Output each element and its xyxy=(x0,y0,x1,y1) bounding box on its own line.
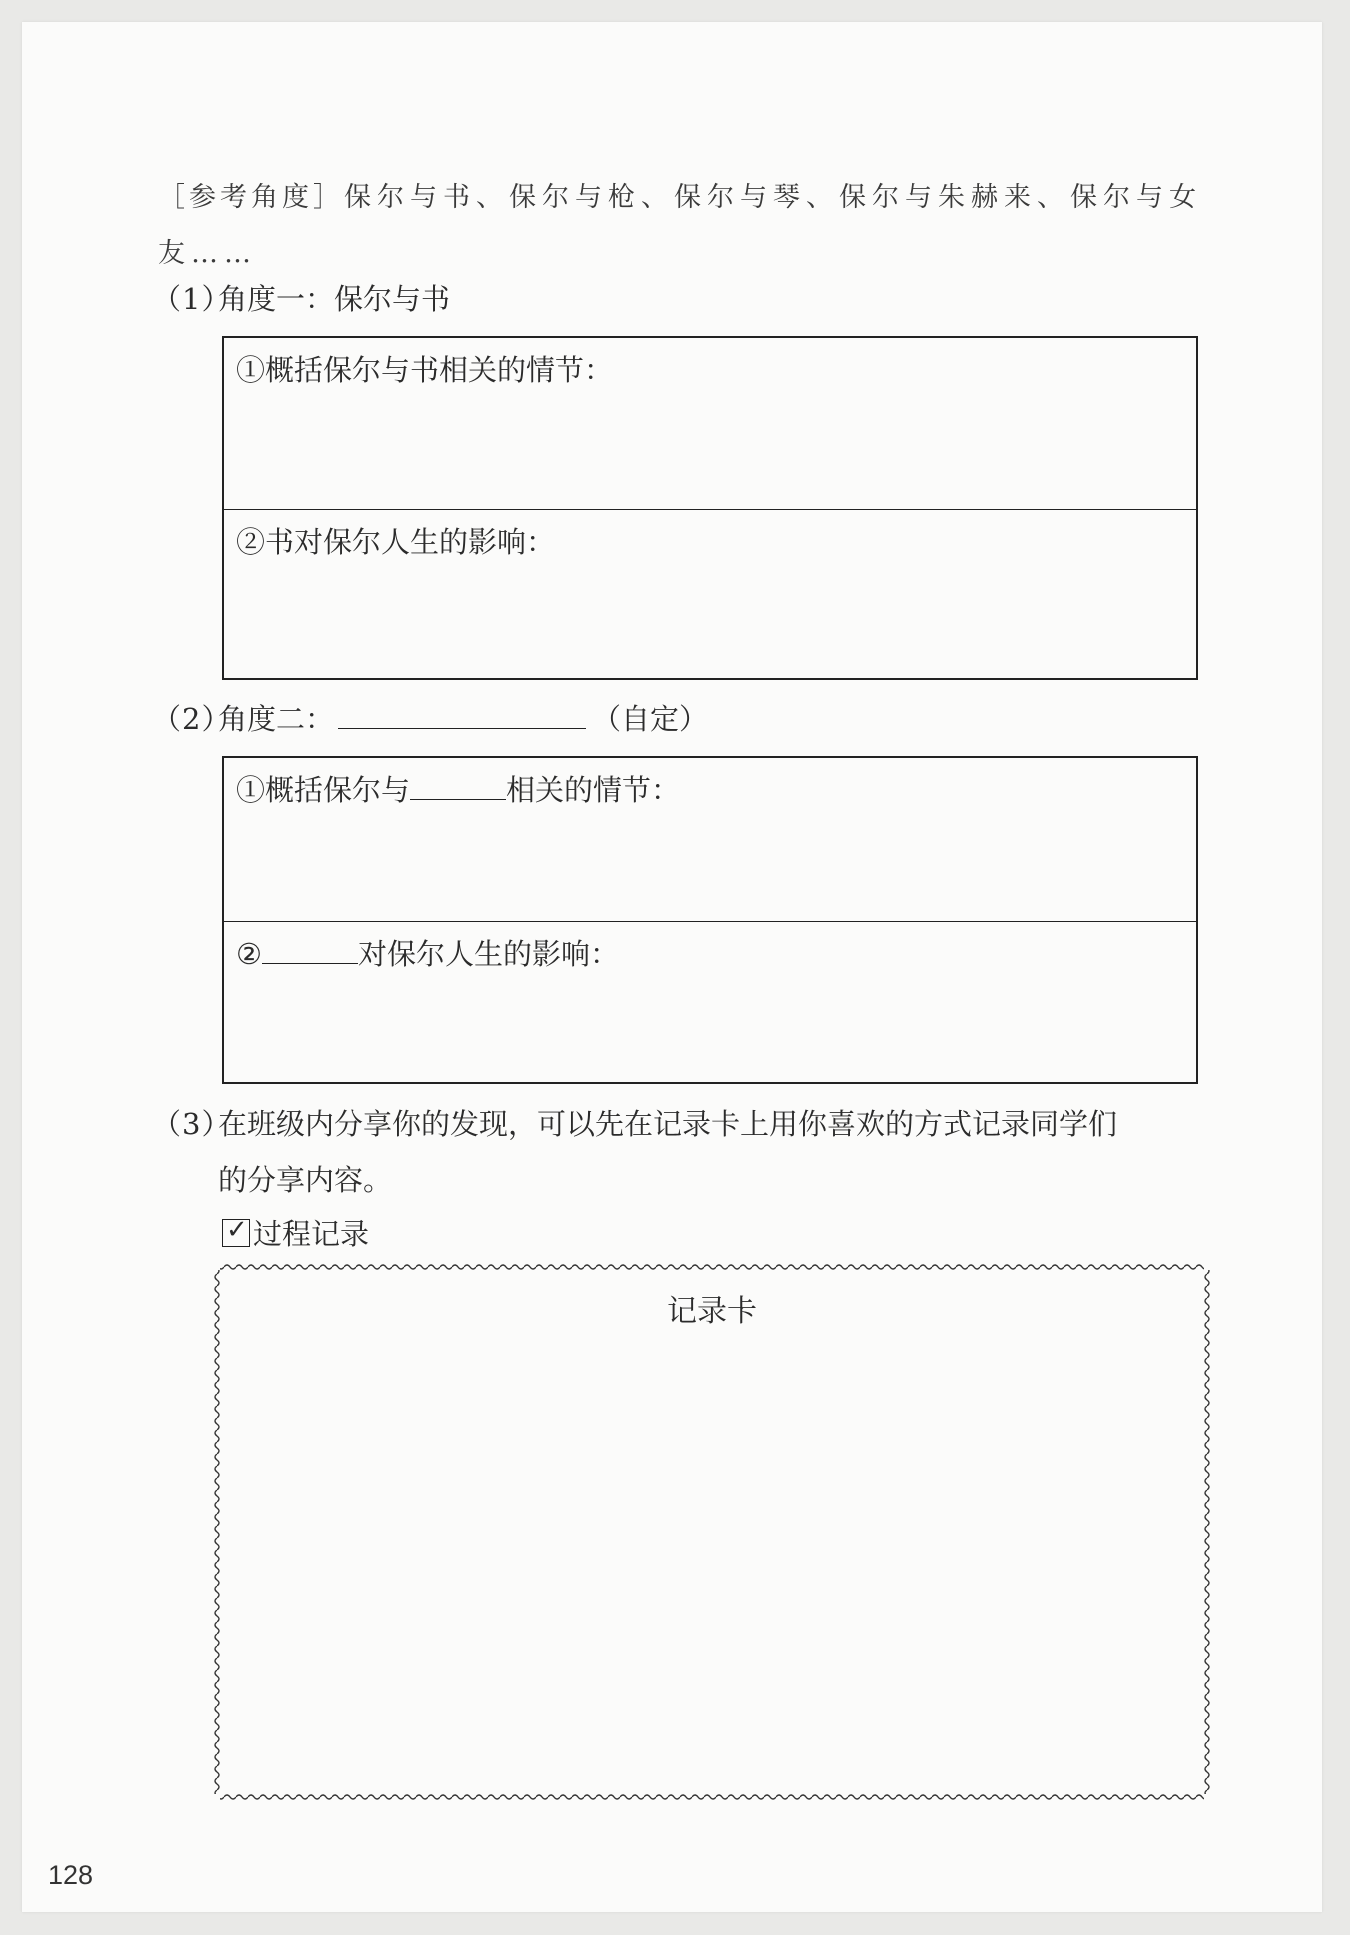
angle-2-plot-prompt xyxy=(236,770,680,810)
question-1-text: 角度一：保尔与书 xyxy=(218,282,451,316)
angle-1-plot-row[interactable] xyxy=(224,338,1196,509)
angle-1-influence-row[interactable] xyxy=(224,509,1196,680)
angle-2-plot-row[interactable] xyxy=(224,758,1196,921)
angle-2-influence-blank[interactable] xyxy=(262,935,358,964)
question-3-line-2: 的分享内容。 xyxy=(218,1163,393,1197)
check-mark: ✓ xyxy=(226,1215,248,1245)
question-2-suffix: （自定） xyxy=(592,702,709,736)
reference-text: 保尔与书、保尔与枪、保尔与琴、保尔与朱赫来、保尔与女友…… xyxy=(158,182,1202,269)
angle-1-plot-prompt: ①概括保尔与书相关的情节： xyxy=(236,353,614,387)
card-right-border xyxy=(1202,1270,1212,1794)
question-2-number: （2） xyxy=(152,702,232,736)
record-card-title: 记录卡 xyxy=(667,1294,757,1329)
question-2 xyxy=(152,699,708,739)
reference-label: ［参考角度］ xyxy=(158,182,344,213)
angle-2-plot-prefix: ①概括保尔与 xyxy=(236,773,411,807)
record-card-area[interactable] xyxy=(232,1274,1192,1788)
check-icon[interactable] xyxy=(222,1215,250,1247)
question-3-number: （3） xyxy=(152,1107,232,1141)
page-number: 128 xyxy=(48,1860,94,1890)
process-record xyxy=(222,1214,369,1254)
question-1 xyxy=(152,279,450,319)
card-left-border xyxy=(212,1270,222,1794)
angle-1-influence-prompt: ②书对保尔人生的影响： xyxy=(236,525,556,559)
card-top-border xyxy=(220,1264,1204,1274)
angle-2-plot-suffix: 相关的情节： xyxy=(506,773,681,807)
angle-2-blank[interactable] xyxy=(338,700,586,729)
angle-2-plot-blank[interactable] xyxy=(410,771,506,800)
process-record-label: 过程记录 xyxy=(253,1217,370,1251)
angle-2-influence-row[interactable] xyxy=(224,921,1196,1084)
angle-2-influence-prompt xyxy=(236,934,619,974)
angle-2-table xyxy=(222,756,1198,1084)
reference-angles xyxy=(158,170,1208,282)
question-3-line-1: 在班级内分享你的发现，可以先在记录卡上用你喜欢的方式记录同学们 xyxy=(218,1107,1118,1141)
card-bottom-border xyxy=(220,1790,1204,1800)
angle-2-influence-prefix: ② xyxy=(236,937,262,971)
question-3 xyxy=(152,1104,1117,1144)
question-2-text: 角度二： xyxy=(218,702,335,736)
angle-2-influence-suffix: 对保尔人生的影响： xyxy=(358,937,620,971)
angle-1-table xyxy=(222,336,1198,680)
question-1-number: （1） xyxy=(152,282,232,316)
